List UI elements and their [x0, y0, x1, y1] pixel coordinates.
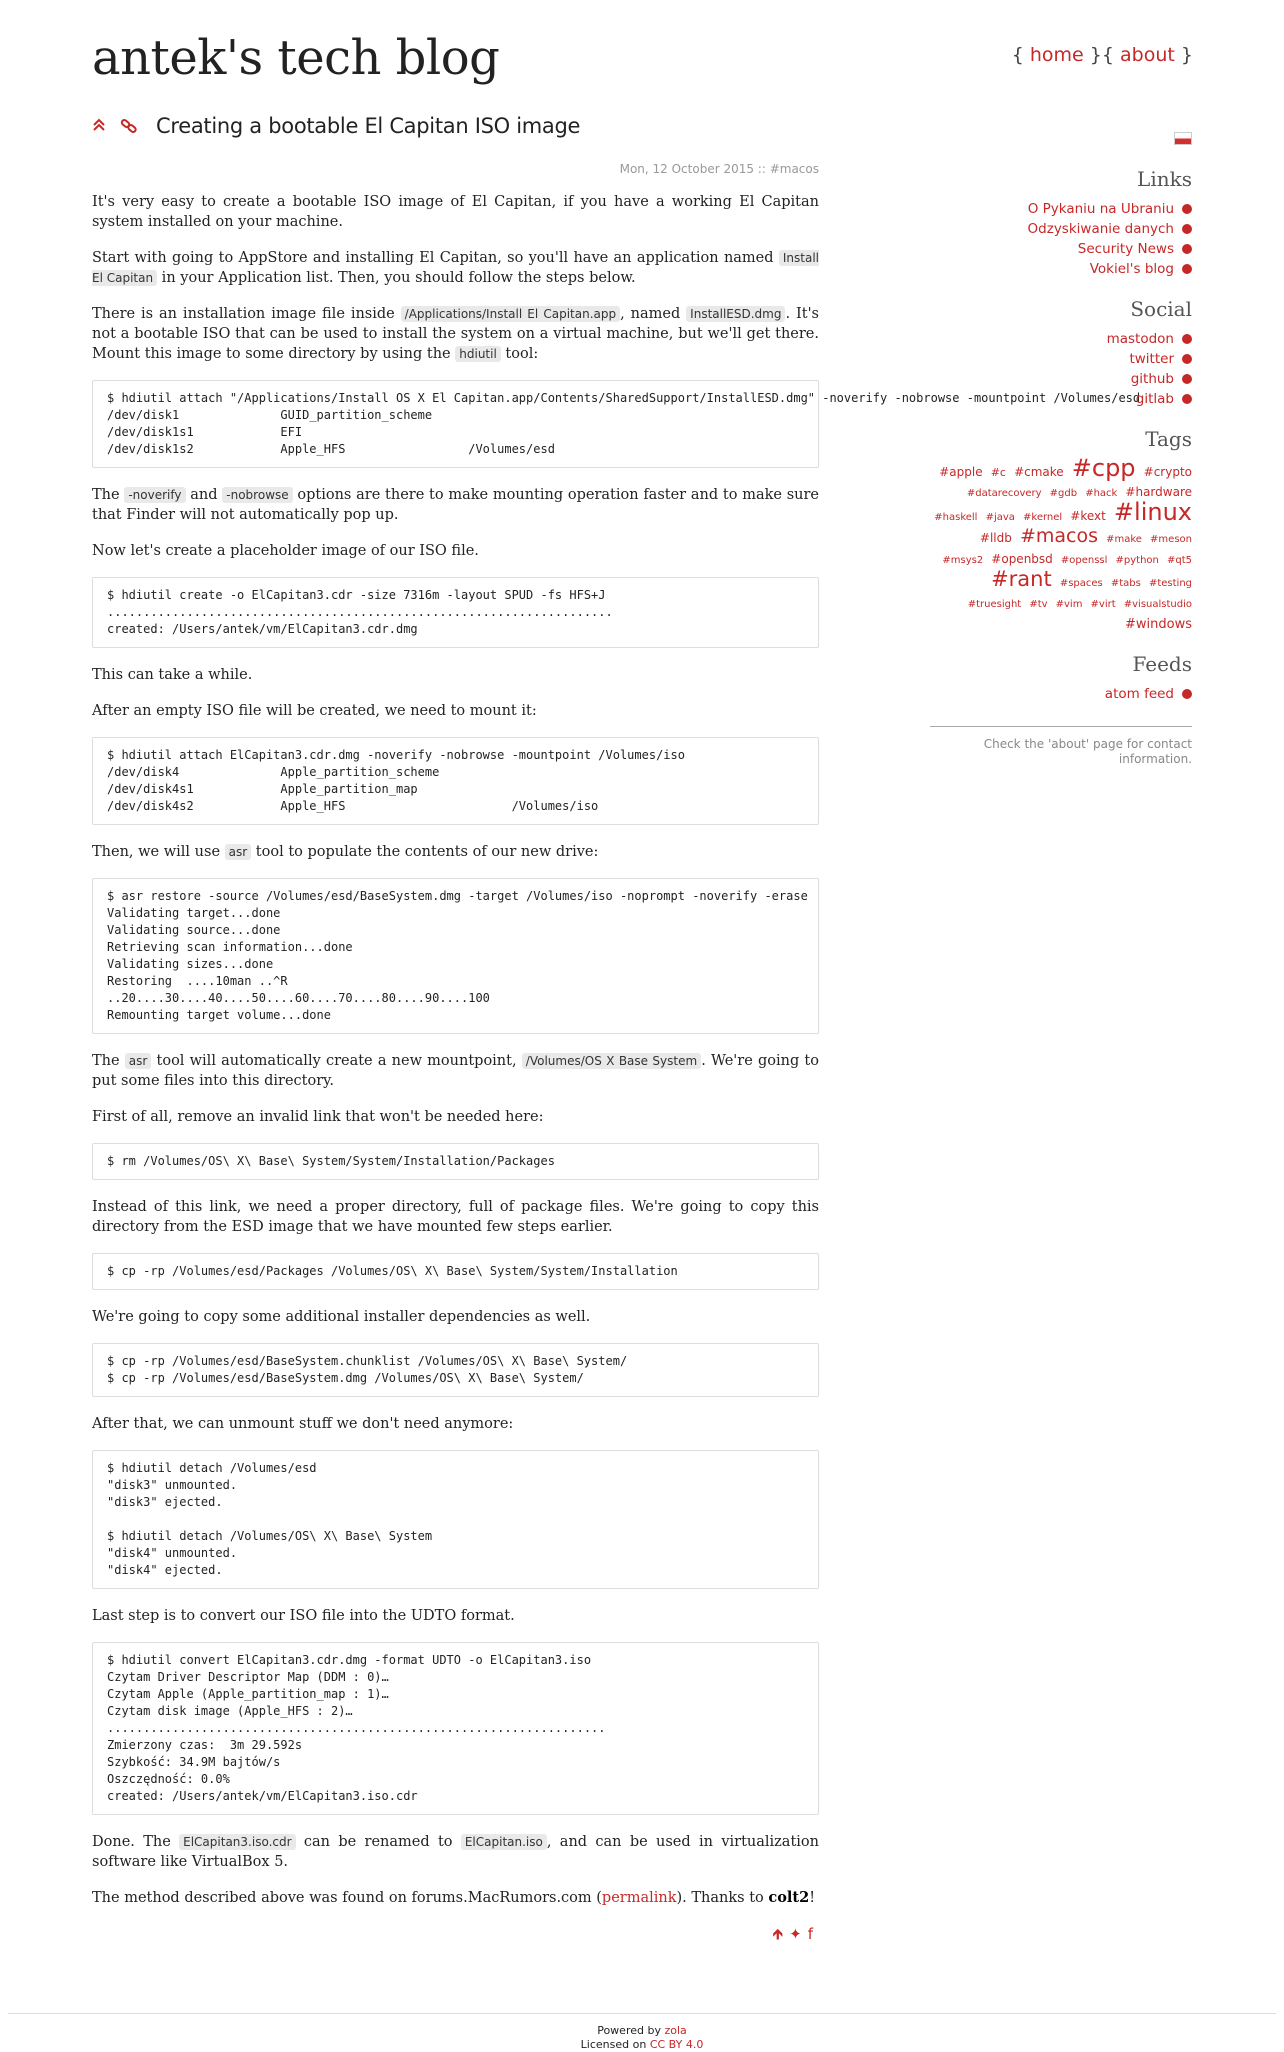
nav-home-link[interactable]: home — [1029, 44, 1084, 66]
nav-brace-mid: }{ — [1089, 44, 1114, 66]
tag-link[interactable]: #tv — [1029, 599, 1048, 610]
tag-link[interactable]: #openbsd — [991, 552, 1053, 566]
tag-link[interactable]: #lldb — [979, 531, 1012, 545]
paragraph: The asr tool will automatically create a new mountpoint, /Volumes/OS X Base System . We're going to put some files into this directory. — [92, 1053, 819, 1089]
tag-link[interactable]: #hardware — [1125, 485, 1192, 499]
code-block[interactable]: $ asr restore -source /Volumes/esd/BaseSystem.dmg -target /Volumes/iso -noprompt -noverify -erase Validating target...done Validating source...done Retrieving scan information...done Validating sizes...done Restoring ....10man ..^R ..20....30....40....50....60....70....80....90....100 Remounting target volume...done — [92, 878, 819, 1034]
social-heading: Social — [1130, 297, 1192, 321]
list-item[interactable]: Vokiel's blog — [930, 259, 1192, 279]
paragraph: After that, we can unmount stuff we don't need anymore: — [92, 1416, 514, 1432]
post-header — [92, 110, 819, 142]
globe-icon — [1182, 244, 1192, 254]
paragraph: Last step is to convert our ISO file into the UDTO format. — [92, 1608, 515, 1624]
tag-link[interactable]: #datarecovery — [966, 488, 1042, 499]
feeds-heading: Feeds — [1132, 652, 1192, 676]
tag-link[interactable]: #macos — [1019, 525, 1099, 547]
globe-icon — [1182, 204, 1192, 214]
feeds-list — [930, 684, 1192, 704]
list-item[interactable]: O Pykaniu na Ubraniu — [930, 199, 1192, 219]
inline-code: hdiutil — [455, 346, 501, 362]
tag-link[interactable]: #testing — [1148, 578, 1192, 589]
paragraph: The -noverify and -nobrowse options are there to make mounting operation faster and to make sure that Finder will not automatically pop up. — [92, 487, 819, 523]
post-tag-link[interactable]: #macos — [769, 162, 819, 176]
tag-link[interactable]: #crypto — [1143, 465, 1192, 479]
sidebar — [930, 130, 1192, 767]
paragraph: Then, we will use asr tool to populate the contents of our new drive: — [92, 844, 599, 860]
paragraph: Instead of this link, we need a proper directory, full of package files. We're going to copy this directory from the ESD image that we have mounted few steps earlier. — [92, 1199, 819, 1235]
post-title[interactable]: Creating a bootable El Capitan ISO image — [156, 114, 581, 138]
tag-link[interactable]: #tabs — [1110, 578, 1141, 589]
tag-link[interactable]: #make — [1106, 534, 1142, 545]
tag-cloud — [930, 454, 1192, 634]
list-item[interactable]: gitlab — [930, 389, 1192, 409]
polish-flag-icon[interactable] — [1174, 132, 1192, 145]
github-icon — [1182, 374, 1192, 384]
inline-code: ElCapitan3.iso.cdr — [179, 1834, 295, 1850]
license-link[interactable]: CC BY 4.0 — [649, 2038, 704, 2051]
facebook-icon[interactable]: f — [807, 1925, 819, 1943]
tag-link[interactable]: #java — [985, 512, 1015, 523]
list-item[interactable]: mastodon — [930, 329, 1192, 349]
tag-link[interactable]: #spaces — [1059, 578, 1103, 589]
social-list — [930, 329, 1192, 409]
links-list — [930, 199, 1192, 279]
code-block[interactable]: $ cp -rp /Volumes/esd/Packages /Volumes/OS\ X\ Base\ System/System/Installation — [92, 1253, 819, 1290]
tag-link[interactable]: #python — [1115, 555, 1159, 566]
mastodon-icon — [1182, 334, 1192, 344]
paragraph: Done. The ElCapitan3.iso.cdr can be renamed to ElCapitan.iso , and can be used in virtualization software like VirtualBox 5. — [92, 1834, 819, 1870]
code-block[interactable]: $ rm /Volumes/OS\ X\ Base\ System/System/Installation/Packages — [92, 1143, 819, 1180]
nav-about-link[interactable]: about — [1120, 44, 1175, 66]
tag-link[interactable]: #cmake — [1014, 465, 1064, 479]
tag-link[interactable]: #kernel — [1023, 512, 1063, 523]
list-item[interactable]: Security News — [930, 239, 1192, 259]
inline-code: asr — [125, 1053, 152, 1069]
gitlab-icon — [1182, 394, 1192, 404]
paragraph: First of all, remove an invalid link that won't be needed here: — [92, 1109, 544, 1125]
paragraph: Now let's create a placeholder image of our ISO file. — [92, 543, 479, 559]
tag-link[interactable]: #msys2 — [942, 555, 984, 566]
code-block[interactable]: $ hdiutil convert ElCapitan3.cdr.dmg -format UDTO -o ElCapitan3.iso Czytam Driver Descriptor Map (DDM : 0)… Czytam Apple (Apple_partition_map : 1)… Czytam disk image (Apple_HFS : 2)… ..................................................................... Zmierzony czas: 3m 29.592s Szybkość: 34.9M bajtów/s Oszczędność: 0.0% created: /Users/antek/vm/ElCapitan3.iso.cdr — [92, 1642, 819, 1815]
paragraph: This can take a while. — [92, 667, 253, 683]
tag-link[interactable]: #vim — [1055, 599, 1083, 610]
post-meta-separator: :: — [753, 162, 770, 176]
zola-link[interactable]: zola — [664, 2024, 687, 2037]
inline-code: ElCapitan.iso — [461, 1834, 547, 1850]
inline-code: Install El Capitan — [92, 251, 819, 285]
list-item[interactable] — [930, 684, 1192, 704]
contact-note: Check the 'about' page for contact information. — [983, 737, 1192, 766]
code-block[interactable]: $ cp -rp /Volumes/esd/BaseSystem.chunklist /Volumes/OS\ X\ Base\ System/ $ cp -rp /Volumes/esd/BaseSystem.dmg /Volumes/OS\ X\ Base\ System/ — [92, 1343, 819, 1397]
nav-brace-close: } — [1180, 44, 1193, 66]
tag-link[interactable]: #visualstudio — [1123, 599, 1192, 610]
paragraph: There is an installation image file inside /Applications/Install El Capitan.app , named InstallESD.dmg . It's not a bootable ISO that can be used to install the system on a virtual machine, but we'll get there. Mount this image to some directory by using the hdiutil tool: — [92, 306, 819, 362]
share-bar — [92, 1924, 819, 1949]
code-block[interactable]: $ hdiutil attach "/Applications/Install OS X El Capitan.app/Contents/SharedSupport/InstallESD.dmg" -noverify -nobrowse -mountpoint /Volumes/esd /dev/disk1 GUID_partition_scheme /dev/disk1s1 EFI /dev/disk1s2 Apple_HFS /Volumes/esd — [92, 380, 819, 468]
paragraph: It's very easy to create a bootable ISO image of El Capitan, if you have a working El Capitan system installed on your machine. — [92, 194, 819, 230]
link-icon[interactable] — [120, 117, 138, 135]
chevrons-up-icon[interactable] — [92, 117, 110, 135]
inline-code: -noverify — [124, 487, 185, 503]
tag-link[interactable]: #haskell — [934, 512, 978, 523]
list-item[interactable]: github — [930, 369, 1192, 389]
tag-link[interactable]: #linux — [1113, 498, 1192, 526]
paragraph: We're going to copy some additional installer dependencies as well. — [92, 1309, 591, 1325]
tag-link[interactable]: #qt5 — [1166, 555, 1192, 566]
code-block[interactable]: $ hdiutil create -o ElCapitan3.cdr -size 7316m -layout SPUD -fs HFS+J ...................................................................... created: /Users/antek/vm/ElCapitan3.cdr.dmg — [92, 577, 819, 648]
tag-link[interactable]: #gdb — [1049, 488, 1078, 499]
list-item[interactable]: twitter — [930, 349, 1192, 369]
author-credit: colt2 — [768, 1889, 810, 1906]
code-block[interactable]: $ hdiutil attach ElCapitan3.cdr.dmg -noverify -nobrowse -mountpoint /Volumes/iso /dev/disk4 Apple_partition_scheme /dev/disk4s1 Apple_partition_map /dev/disk4s2 Apple_HFS /Volumes/iso — [92, 737, 819, 825]
links-heading: Links — [1137, 167, 1192, 191]
paragraph: After an empty ISO file will be created, we need to mount it: — [92, 703, 537, 719]
tag-link[interactable]: #kext — [1070, 509, 1106, 523]
top-nav — [1012, 44, 1193, 66]
globe-icon — [1182, 224, 1192, 234]
list-item[interactable]: Odzyskiwanie danych — [930, 219, 1192, 239]
tags-heading: Tags — [1145, 427, 1192, 451]
inline-code: asr — [225, 844, 252, 860]
tag-link[interactable]: #truesight — [967, 599, 1022, 610]
rss-icon — [1182, 689, 1192, 699]
site-title[interactable]: antek's tech blog — [92, 30, 500, 86]
inline-code: /Applications/Install El Capitan.app — [401, 306, 620, 322]
tag-link[interactable]: #meson — [1150, 534, 1192, 545]
tag-link[interactable]: #cpp — [1071, 454, 1136, 482]
inline-code: InstallESD.dmg — [686, 306, 785, 322]
inline-code: -nobrowse — [222, 487, 292, 503]
tag-link[interactable]: #virt — [1090, 599, 1116, 610]
atom-feed-link[interactable]: atom feed — [1104, 686, 1174, 702]
footer-divider — [8, 2013, 1276, 2014]
paragraph: Start with going to AppStore and installing El Capitan, so you'll have an application named Install El Capitan in your Application list. Then, you should follow the steps below. — [92, 250, 819, 286]
footer: Powered by zola Licensed on CC BY 4.0 — [580, 2024, 704, 2051]
paragraph: The method described above was found on forums.MacRumors.com (permalink). Thanks to colt2! — [92, 1889, 816, 1906]
post-date: Mon, 12 October 2015 — [619, 162, 754, 176]
code-block[interactable]: $ hdiutil detach /Volumes/esd "disk3" unmounted. "disk3" ejected. $ hdiutil detach /Volumes/OS\ X\ Base\ System "disk4" unmounted. "disk4" ejected. — [92, 1450, 819, 1589]
nav-brace-open: { — [1011, 44, 1024, 66]
tag-link[interactable]: #c — [990, 466, 1006, 479]
twitter-icon[interactable]: ✦ — [789, 1925, 808, 1943]
tag-link[interactable]: #windows — [1125, 617, 1192, 632]
inline-code: /Volumes/OS X Base System — [522, 1053, 701, 1069]
post-meta — [92, 162, 819, 176]
tag-link[interactable]: #rant — [991, 567, 1052, 591]
tag-link[interactable]: #apple — [939, 465, 983, 479]
twitter-icon — [1182, 354, 1192, 364]
globe-icon — [1182, 264, 1192, 274]
tag-link[interactable]: #openssl — [1060, 555, 1108, 566]
arrow-up-icon[interactable]: 🡹 — [772, 1925, 790, 1943]
sidebar-divider — [930, 726, 1192, 727]
tag-link[interactable]: #hack — [1085, 488, 1118, 499]
permalink-link[interactable]: permalink — [601, 1890, 677, 1906]
